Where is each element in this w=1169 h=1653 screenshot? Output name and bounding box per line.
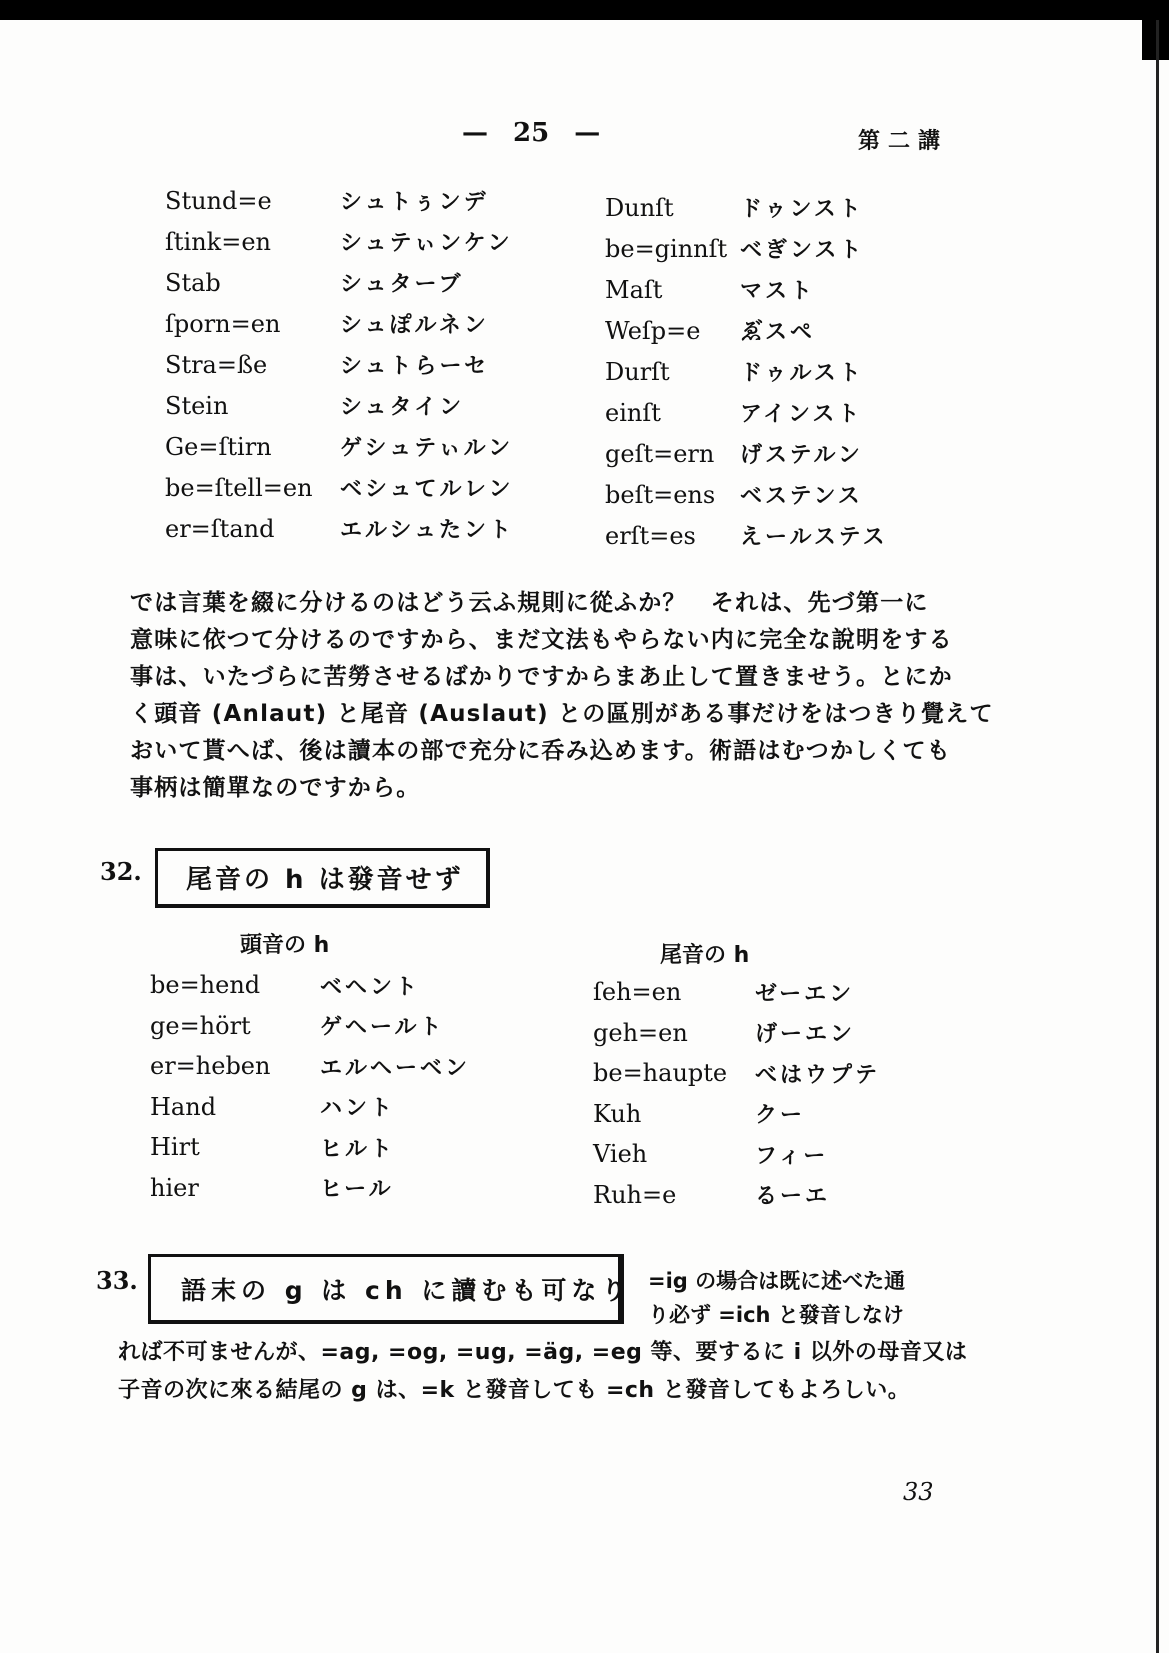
word-german: Ruh=e — [593, 1180, 677, 1209]
word-reading: げステルン — [740, 443, 863, 468]
word-reading: シュタイン — [340, 395, 465, 420]
h-word-table — [150, 965, 955, 1208]
word-german: be=hend — [150, 971, 261, 1000]
word-reading: アインスト — [740, 402, 863, 427]
word-german: Ge=ſtirn — [165, 432, 272, 461]
word-reading: ベぎンスト — [740, 238, 865, 263]
paragraph-line: =ig の場合は既に述べた通 — [648, 1269, 906, 1293]
word-reading: ハント — [320, 1096, 396, 1122]
word-reading: シュテぃンケン — [340, 231, 513, 256]
paragraph-line: おいて貰へば、後は讀本の部で充分に呑み込めます。術語はむつかしくても — [130, 738, 951, 764]
word-german: Hirt — [150, 1133, 200, 1162]
column-heading-initial: 頭音の h — [240, 933, 330, 958]
word-german: Stein — [165, 391, 229, 420]
word-german: Vieh — [593, 1140, 648, 1169]
paragraph-line: では言葉を綴に分けるのはどう云ふ規則に從ふか？ それは、先づ第一に — [130, 590, 929, 616]
word-german: einſt — [605, 398, 661, 427]
word-reading: ドゥルスト — [740, 361, 864, 386]
section-number: 33. — [96, 1266, 138, 1295]
section-body-text — [118, 1334, 967, 1410]
word-german: be=haupte — [593, 1059, 728, 1088]
word-german: Kuh — [593, 1099, 642, 1128]
page-marker: — 25 — — [462, 118, 601, 148]
word-reading: マスト — [740, 279, 816, 304]
paragraph-line: 事は、いたづらに苦勞させるばかりですからまあ止して置きませう。とにか — [130, 664, 953, 690]
paragraph-line: れば不可ませんが、=ag, =og, =ug, =äg, =eg 等、要するに i 以外の母音又は — [118, 1340, 968, 1365]
word-german: geh=en — [593, 1018, 688, 1047]
word-reading: ベシュてルレン — [340, 477, 514, 502]
word-reading: ドゥンスト — [740, 197, 864, 222]
paragraph-line: 意味に依つて分けるのですから、まだ文法もやらない内に完全な說明をする — [130, 627, 953, 653]
word-reading: ゼーエン — [755, 981, 855, 1007]
word-german: Dunſt — [605, 193, 674, 222]
word-german: Weſp=e — [605, 316, 701, 345]
word-reading: クー — [755, 1103, 806, 1129]
word-reading: ベヘント — [320, 974, 421, 1000]
word-reading: フィー — [755, 1143, 829, 1169]
word-reading: シュトぅンデ — [340, 190, 489, 215]
word-reading: ゑ゙スペ — [740, 320, 816, 345]
word-german: Maſt — [605, 275, 663, 304]
word-german: Stab — [165, 268, 221, 297]
word-reading: シュトらーセ — [340, 354, 490, 379]
word-german: Durſt — [605, 357, 670, 386]
section-side-text — [648, 1264, 905, 1332]
word-reading: エルシュたント — [340, 518, 515, 543]
section-title-box — [148, 1254, 632, 1324]
word-reading: べはウプテ — [755, 1062, 881, 1088]
word-german: beſt=ens — [605, 480, 716, 509]
word-reading: エルヘーベン — [320, 1055, 471, 1081]
word-german: Hand — [150, 1092, 217, 1121]
section-title-box — [155, 848, 490, 908]
word-german: hier — [150, 1173, 199, 1202]
word-german: er=heben — [150, 1052, 271, 1081]
word-german: ſtink=en — [165, 227, 271, 256]
word-german: ge=hört — [150, 1011, 251, 1040]
word-reading: ゲシュテぃルン — [340, 436, 514, 461]
paragraph-line: 子音の次に來る結尾の g は、=k と發音しても =ch と發音してもよろしい。 — [118, 1378, 911, 1403]
chapter-title: 第二講 — [858, 129, 949, 154]
paragraph-line: く頭音 (Anlaut) と尾音 (Auslaut) との區別がある事だけをはつきり覺えて — [130, 701, 994, 727]
word-german: er=ſtand — [165, 514, 275, 543]
word-german: Stund=e — [165, 186, 272, 215]
word-german: ſeh=en — [593, 978, 682, 1007]
section-number: 32. — [100, 857, 142, 886]
word-table — [165, 180, 970, 549]
word-reading: ヒール — [320, 1177, 394, 1203]
paragraph-line: り必ず =ich と發音しなけ — [648, 1303, 904, 1327]
section-title: 尾音の h は發音せず — [186, 865, 464, 895]
word-german: ſporn=en — [165, 309, 281, 338]
word-german: be=ſtell=en — [165, 473, 313, 502]
word-german: geſt=ern — [605, 439, 715, 468]
word-german: Stra=ße — [165, 350, 268, 379]
word-german: erſt=es — [605, 521, 696, 550]
word-reading: えールステス — [740, 525, 888, 550]
word-reading: げーエン — [755, 1022, 856, 1048]
scan-border-top — [0, 0, 1169, 20]
word-reading: ベステンス — [740, 484, 863, 509]
word-reading: シュぽルネン — [340, 313, 489, 338]
word-german: be=ginnſt — [605, 234, 728, 263]
word-reading: ゲヘールト — [320, 1015, 445, 1041]
scan-border-right — [1156, 20, 1159, 1653]
page-number: 33 — [903, 1478, 934, 1506]
column-heading-final: 尾音の h — [660, 943, 750, 968]
section-title: 語末の g は ch に讀むも可なり — [181, 1275, 632, 1305]
word-reading: シュターブ — [340, 272, 464, 297]
word-reading: ヒルト — [320, 1136, 396, 1162]
body-paragraph — [130, 585, 994, 807]
word-reading: るーエ — [755, 1184, 831, 1210]
paragraph-line: 事柄は簡單なのですから。 — [130, 775, 421, 801]
